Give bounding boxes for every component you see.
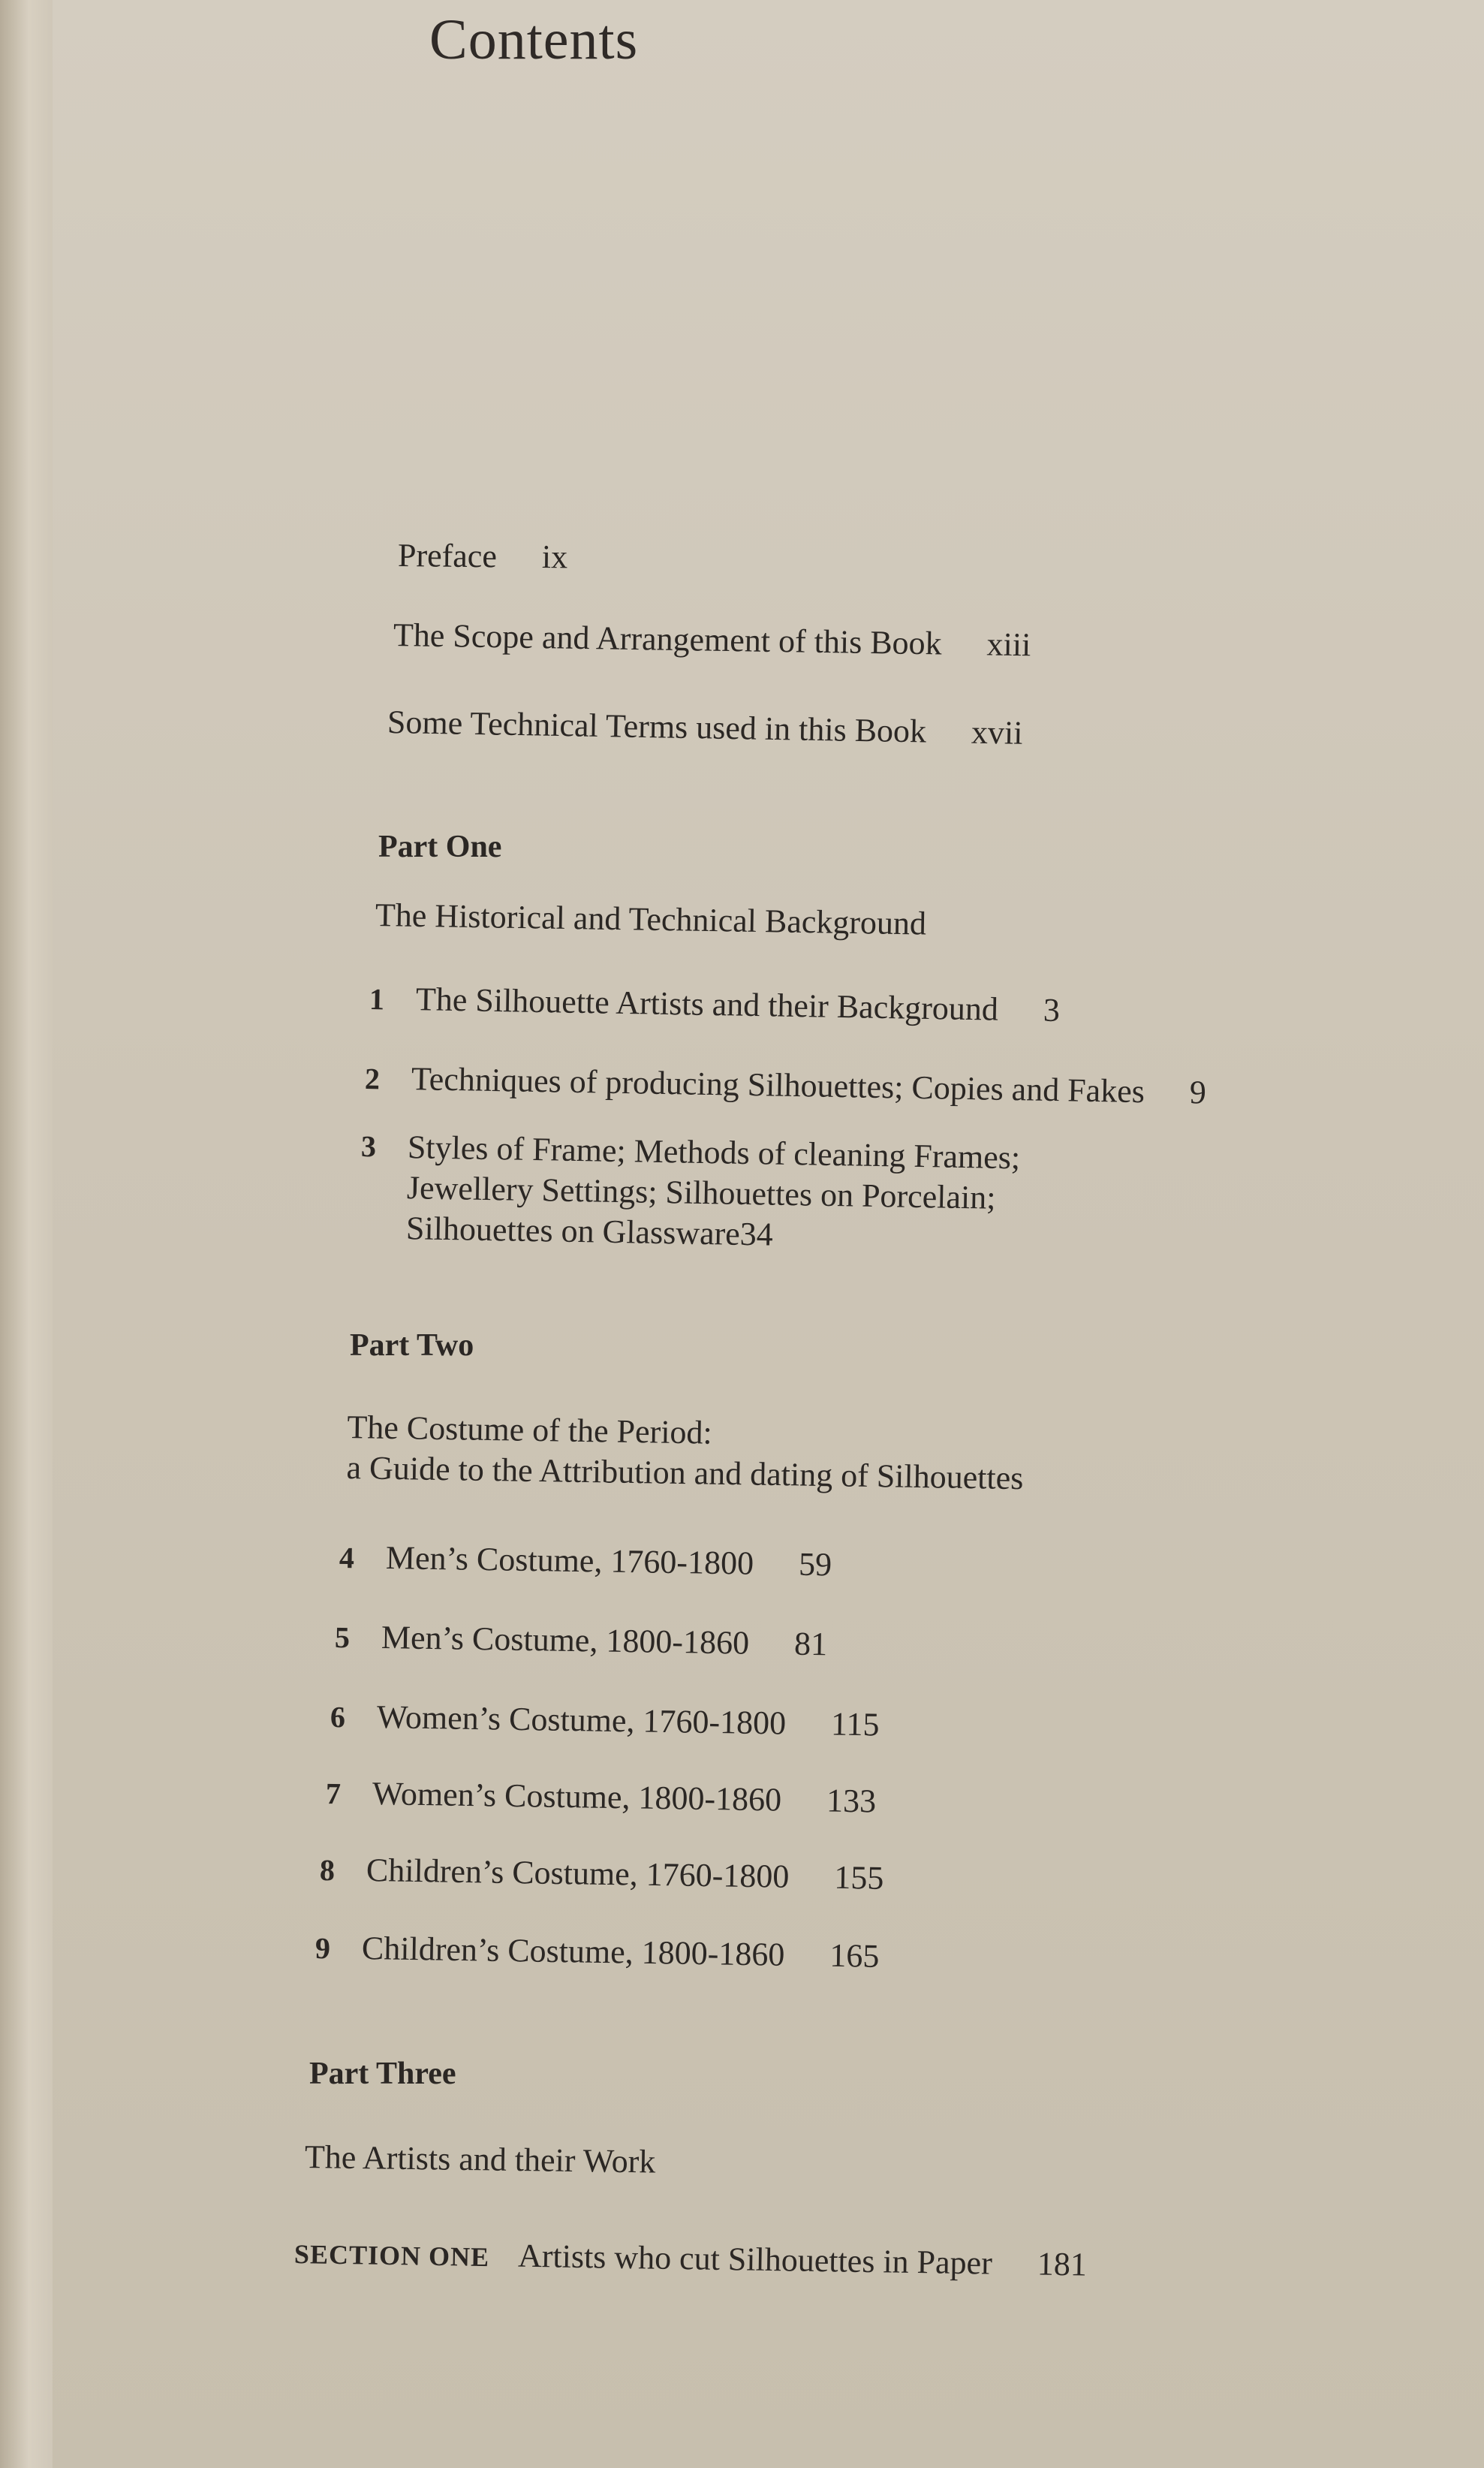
part-subtitle-line: The Costume of the Period: bbox=[347, 1409, 713, 1451]
chapter-number: 8 bbox=[319, 1853, 336, 1888]
toc-entry-label: Women’s Costume, 1800-1860 bbox=[372, 1774, 782, 1819]
toc-entry-page: xvii bbox=[971, 713, 1023, 752]
toc-entry-chapter-3 bbox=[360, 1126, 1021, 1259]
toc-entry-page: 165 bbox=[829, 1936, 880, 1975]
toc-entry-page: xiii bbox=[986, 625, 1031, 664]
toc-entry-label: Preface bbox=[397, 537, 498, 575]
toc-entry-page: 181 bbox=[1037, 2245, 1088, 2283]
toc-entry-label: Some Technical Terms used in this Book bbox=[387, 704, 927, 750]
toc-entry-chapter-1 bbox=[369, 978, 1061, 1032]
chapter-number: 7 bbox=[325, 1776, 342, 1811]
toc-entry-scope bbox=[393, 614, 1031, 666]
toc-entry-label: The Scope and Arrangement of this Book bbox=[393, 616, 943, 662]
toc-entry-label-line: Styles of Frame; Methods of cleaning Frames; bbox=[407, 1129, 1021, 1177]
toc-entry-label-line: Jewellery Settings; Silhouettes on Porcelain; bbox=[406, 1169, 996, 1216]
toc-entry-page: ix bbox=[541, 538, 568, 576]
toc-entry-page: 115 bbox=[830, 1705, 880, 1743]
page-title: Contents bbox=[429, 8, 639, 71]
part-heading-three: Part Three bbox=[309, 2057, 456, 2091]
section-label: SECTION ONE bbox=[293, 2239, 490, 2273]
toc-entry-label-line: Silhouettes on Glassware bbox=[405, 1210, 741, 1252]
toc-entry-chapter-5 bbox=[335, 1616, 828, 1666]
toc-entry-label: Artists who cut Silhouettes in Paper bbox=[517, 2237, 993, 2282]
toc-entry-technical-terms bbox=[387, 701, 1023, 755]
part-heading-two: Part Two bbox=[350, 1328, 474, 1363]
toc-entry-page: 133 bbox=[826, 1782, 877, 1820]
toc-entry-chapter-8 bbox=[320, 1849, 884, 1900]
toc-entry-page: 81 bbox=[793, 1625, 828, 1663]
toc-entry-label-block bbox=[406, 1127, 1021, 1259]
chapter-number: 2 bbox=[364, 1062, 381, 1096]
toc-entry-chapter-6 bbox=[330, 1695, 880, 1746]
toc-entry-page: 9 bbox=[1189, 1074, 1207, 1111]
chapter-number: 3 bbox=[360, 1129, 377, 1164]
chapter-number: 1 bbox=[369, 982, 385, 1017]
toc-entry-chapter-4 bbox=[339, 1536, 832, 1587]
part-subtitle-two bbox=[346, 1407, 1024, 1499]
toc-entry-section-one bbox=[294, 2231, 1088, 2288]
toc-entry-label: Children’s Costume, 1800-1860 bbox=[361, 1929, 785, 1973]
toc-entry-label: Women’s Costume, 1760-1800 bbox=[376, 1698, 787, 1742]
toc-entry-chapter-7 bbox=[326, 1772, 877, 1824]
toc-entry-label: Men’s Costume, 1760-1800 bbox=[385, 1538, 754, 1582]
toc-entry-page: 155 bbox=[833, 1858, 884, 1897]
toc-entry-chapter-2 bbox=[365, 1057, 1207, 1115]
toc-entry-page: 59 bbox=[798, 1545, 832, 1584]
toc-entry-label: Men’s Costume, 1800-1860 bbox=[381, 1618, 750, 1662]
part-subtitle-line: a Guide to the Attribution and dating of Silhouettes bbox=[346, 1448, 1024, 1497]
chapter-number: 6 bbox=[330, 1700, 346, 1734]
part-subtitle-one: The Historical and Technical Background bbox=[375, 896, 927, 942]
toc-entry-label: Children’s Costume, 1760-1800 bbox=[366, 1851, 790, 1895]
toc-entry-page: 3 bbox=[1043, 991, 1061, 1029]
toc-entry-preface bbox=[398, 535, 568, 578]
chapter-number: 4 bbox=[339, 1541, 355, 1575]
chapter-number: 9 bbox=[315, 1931, 331, 1966]
toc-entry-label: Techniques of producing Silhouettes; Copies and Fakes bbox=[411, 1060, 1145, 1110]
toc-entry-label: The Silhouette Artists and their Background bbox=[415, 981, 999, 1028]
toc-entry-page: 34 bbox=[739, 1215, 774, 1253]
part-subtitle-three: The Artists and their Work bbox=[304, 2138, 656, 2180]
toc-entry-chapter-9 bbox=[315, 1927, 880, 1978]
part-heading-one: Part One bbox=[378, 830, 502, 864]
chapter-number: 5 bbox=[334, 1620, 351, 1655]
